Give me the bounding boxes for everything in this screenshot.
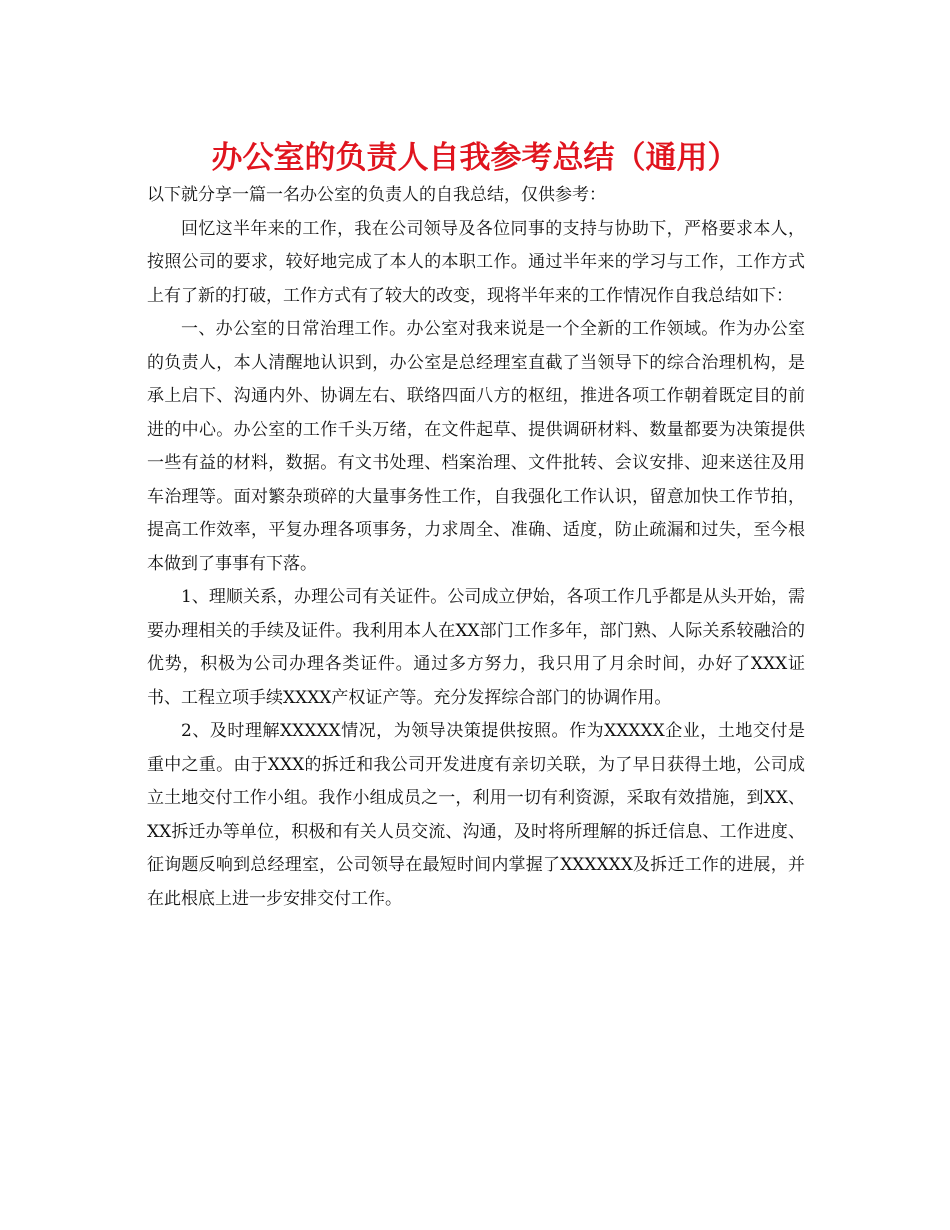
item-one-paragraph: 1、理顺关系，办理公司有关证件。公司成立伊始，各项工作几乎都是从头开始，需要办理相关的手续及证件。我利用本人在XX部门工作多年，部门熟、人际关系较融洽的优势，积极为公司办理各类证件。通过多方努力，我只用了月余时间，办好了XXX证书、工程立项手续XXXX产权证产等。充分发挥综合部门的协调作用。 <box>147 587 805 708</box>
document-title: 办公室的负责人自我参考总结（通用） <box>211 140 739 176</box>
section-one-paragraph: 一、办公室的日常治理工作。办公室对我来说是一个全新的工作领域。作为办公室的负责人，本人清醒地认识到，办公室是总经理室直截了当领导下的综合治理机构，是承上启下、沟通内外、协调左右、联络四面八方的枢纽，推进各项工作朝着既定目的前进的中心。办公室的工作千头万绪，在文件起草、提供调研材料、数量都要为决策提供一些有益的材料，数据。有文书处理、档案治理、文件批转、会议安排、迎来送往及用车治理等。面对繁杂琐碎的大量事务性工作，自我强化工作认识，留意加快工作节拍，提高工作效率，平复办理各项事务，力求周全、准确、适度，防止疏漏和过失，至今根本做到了事事有下落。 <box>147 319 805 574</box>
overview-paragraph: 回忆这半年来的工作，我在公司领导及各位同事的支持与协助下，严格要求本人，按照公司的要求，较好地完成了本人的本职工作。通过半年来的学习与工作，工作方式上有了新的打破，工作方式有了较大的改变，现将半年来的工作情况作自我总结如下： <box>147 218 805 306</box>
intro-paragraph: 以下就分享一篇一名办公室的负责人的自我总结，仅供参考： <box>147 185 606 205</box>
item-two-paragraph: 2、及时理解XXXXX情况，为领导决策提供按照。作为XXXXX企业，土地交付是重中之重。由于XXX的拆迁和我公司开发进度有亲切关联，为了早日获得土地，公司成立土地交付工作小组。我作小组成员之一，利用一切有利资源，采取有效措施，到XX、XX拆迁办等单位，积极和有关人员交流、沟通，及时将所理解的拆迁信息、工作进度、征询题反响到总经理室，公司领导在最短时间内掌握了XXXXXX及拆迁工作的进展，并在此根底上进一步安排交付工作。 <box>147 721 805 909</box>
document-body <box>147 179 805 916</box>
